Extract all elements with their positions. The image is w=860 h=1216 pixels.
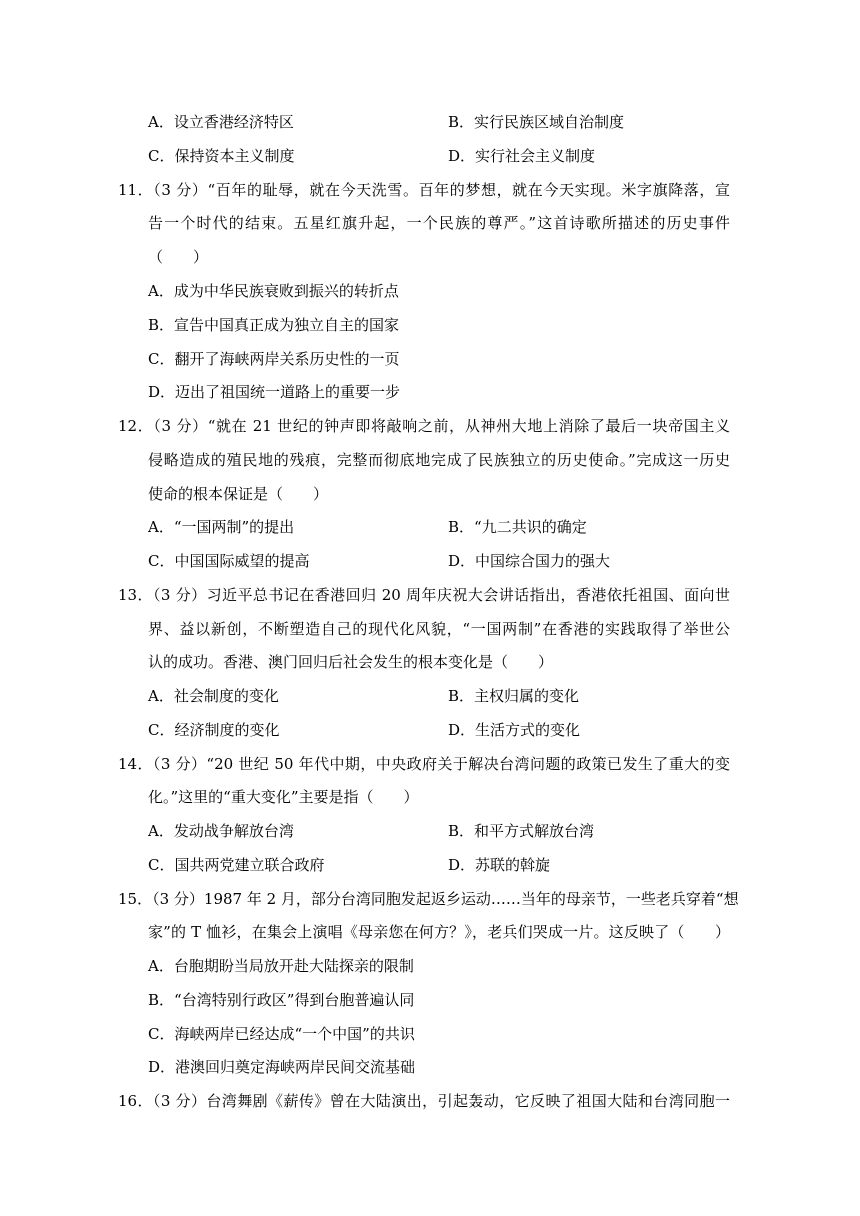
q13-option-b: B．主权归属的变化 (448, 687, 580, 705)
q13-option-a: A．社会制度的变化 (148, 687, 279, 705)
q12-option-c: C．中国国际威望的提高 (148, 552, 310, 570)
q10-option-d: D．实行社会主义制度 (448, 147, 596, 165)
q15-option-c: C．海峡两岸已经达成“一个中国”的共识 (148, 1025, 415, 1043)
q14-option-d: D．苏联的斡旋 (448, 856, 551, 874)
q15-option-d: D．港澳回归奠定海峡两岸民间交流基础 (148, 1058, 416, 1076)
q11-option-c: C．翻开了海峡两岸关系历史性的一页 (148, 350, 400, 368)
q12-stem-line2: 侵略造成的殖民地的残痕，完整而彻底地完成了民族独立的历史使命。”完成这一历史 (148, 451, 730, 469)
q12-option-b: B．“九二共识的确定 (448, 518, 587, 536)
q10-option-a: A．设立香港经济特区 (148, 113, 294, 131)
q13-stem-line2: 界、益以新创，不断塑造自己的现代化风貌，“一国两制”在香港的实践取得了举世公 (148, 620, 730, 638)
q14-stem-line2: 化。”这里的“重大变化”主要是指（ ） (148, 788, 419, 806)
q13-option-c: C．经济制度的变化 (148, 721, 280, 739)
q14-stem-line1: 14．（3 分）“20 世纪 50 年代中期，中央政府关于解决台湾问题的政策已发生了重大的变 (118, 755, 730, 773)
q13-stem-line3: 认的成功。香港、澳门回归后社会发生的根本变化是（ ） (148, 653, 554, 671)
q10-option-b: B．实行民族区域自治制度 (448, 113, 625, 131)
q15-option-a: A．台胞期盼当局放开赴大陆探亲的限制 (148, 957, 414, 975)
q12-option-d: D．中国综合国力的强大 (448, 552, 611, 570)
q11-stem-line3: （ ） (148, 248, 209, 266)
q14-option-c: C．国共两党建立联合政府 (148, 856, 325, 874)
q13-stem-line1: 13．（3 分）习近平总书记在香港回归 20 周年庆祝大会讲话指出，香港依托祖国、面向世 (118, 586, 730, 604)
q12-option-a: A．“一国两制”的提出 (148, 518, 295, 536)
q13-option-d: D．生活方式的变化 (448, 721, 581, 739)
q16-stem-line1: 16．（3 分）台湾舞剧《薪传》曾在大陆演出，引起轰动，它反映了祖国大陆和台湾同胞一 (118, 1092, 730, 1110)
q11-option-a: A．成为中华民族衰败到振兴的转折点 (148, 282, 399, 300)
q14-option-a: A．发动战争解放台湾 (148, 822, 294, 840)
q11-option-d: D．迈出了祖国统一道路上的重要一步 (148, 383, 401, 401)
q15-option-b: B．“台湾特别行政区”得到台胞普遍认同 (148, 991, 415, 1009)
q12-stem-line1: 12．（3 分）“就在 21 世纪的钟声即将敲响之前，从神州大地上消除了最后一块帝国主义 (118, 417, 730, 435)
q12-stem-line3: 使命的根本保证是（ ） (148, 485, 329, 503)
q11-option-b: B．宣告中国真正成为独立自主的国家 (148, 316, 400, 334)
q14-option-b: B．和平方式解放台湾 (448, 822, 595, 840)
q15-stem-line2: 家”的 T 恤衫，在集会上演唱《母亲您在何方？》，老兵们哭成一片。这反映了（ ） (148, 923, 730, 941)
q11-stem-line1: 11．（3 分）“百年的耻辱，就在今天洗雪。百年的梦想，就在今天实现。米字旗降落，宣 (118, 181, 730, 199)
q10-option-c: C．保持资本主义制度 (148, 147, 295, 165)
q11-stem-line2: 告一个时代的结束。五星红旗升起，一个民族的尊严。”这首诗歌所描述的历史事件 (148, 214, 730, 232)
q15-stem-line1: 15．（3 分）1987 年 2 月，部分台湾同胞发起返乡运动……当年的母亲节，一些老兵穿着“想 (118, 890, 739, 908)
